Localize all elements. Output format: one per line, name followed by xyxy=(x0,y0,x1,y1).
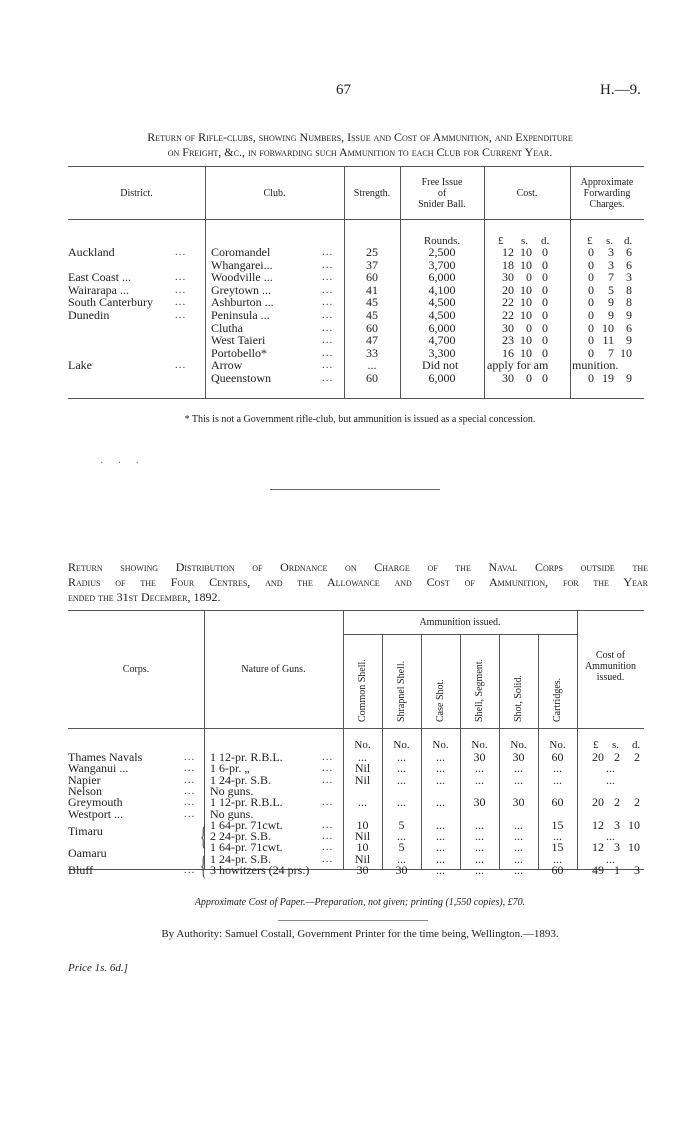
ordnance-row-ammo-value: ... xyxy=(436,772,445,787)
ordnance-row-ammo-value: ... xyxy=(514,772,523,787)
leader-dots: ... xyxy=(175,359,187,372)
ordnance-table-header-rule xyxy=(68,728,644,729)
ordnance-row-guns: 1 64-pr. 71cwt. xyxy=(210,817,283,832)
rifle-row-cost-shillings: 10 xyxy=(520,308,532,322)
rifle-unit-shillings: s. xyxy=(521,235,529,247)
section-separator-rule xyxy=(270,489,440,490)
ordnance-unit-pence: d. xyxy=(632,739,641,751)
leader-dots: ... xyxy=(175,309,187,321)
rifle-header-strength: Strength. xyxy=(353,188,391,199)
decorative-dots: · · · xyxy=(100,458,145,469)
ordnance-row-ammo-value: 60 xyxy=(551,795,564,810)
rifle-row-club: Peninsula ... xyxy=(211,308,270,322)
ordnance-row-ammo-value: 30 xyxy=(512,795,525,810)
ordnance-row-cost-pounds: 20 xyxy=(592,750,604,764)
rifle-row-rounds: Did not xyxy=(422,358,459,373)
rifle-row-fwd-pence: 8 xyxy=(626,282,632,297)
rifle-row-strength: 47 xyxy=(366,333,378,348)
rifle-row-cost-pence: 0 xyxy=(542,333,548,348)
ordnance-row-ammo-value: ... xyxy=(436,761,445,776)
rifle-row-cost-shillings: 10 xyxy=(520,257,532,272)
ordnance-header-guns: Nature of Guns. xyxy=(241,664,306,675)
rifle-unit-fwd-pounds: £ xyxy=(587,235,593,247)
ordnance-table-title-line-1: Return showing Distribution of Ordnance on Charge of the Naval Corps outside the xyxy=(68,560,648,574)
ordnance-row-ammo-value: ... xyxy=(514,863,523,877)
ordnance-row-ammo-value: ... xyxy=(397,829,406,844)
leader-dots: ... xyxy=(184,784,196,797)
ordnance-row-ammo-value: 15 xyxy=(551,817,564,832)
ammo-column-header: Shrapnel Shell. xyxy=(396,660,407,722)
rifle-row-cost-pence: 0 xyxy=(542,371,548,385)
rifle-row-club: West Taieri xyxy=(211,333,266,348)
leader-dots: ... xyxy=(322,258,334,271)
rifle-row-cost-shillings: 10 xyxy=(520,245,532,259)
ammo-column-header: Case Shot. xyxy=(435,679,446,722)
rifle-row-club: Clutha xyxy=(211,320,243,335)
ammo-column-header: Common Shell. xyxy=(357,659,368,722)
leader-dots: ... xyxy=(322,296,334,309)
rifle-row-fwd-pounds: 0 xyxy=(588,270,594,285)
ordnance-row-ammo-value: ... xyxy=(436,795,445,810)
leader-dots: ... xyxy=(322,818,334,831)
rifle-row-fwd-pence: 9 xyxy=(626,333,632,348)
rifle-row-cost-pounds: 30 xyxy=(502,270,514,285)
rifle-row-cost-pence: 0 xyxy=(542,270,548,285)
ordnance-row-cost-pence: 2 xyxy=(634,795,640,810)
rifle-row-cost-pounds: 30 xyxy=(502,320,514,335)
ordnance-row-cost-pence: 10 xyxy=(628,840,640,855)
ordnance-row-guns: 1 24-pr. S.B. xyxy=(210,851,272,866)
rifle-row-rounds: 4,500 xyxy=(428,295,456,310)
rifle-row-district: Wairarapa ... xyxy=(68,282,129,297)
ordnance-header-cost: Cost of Ammunition issued. xyxy=(584,650,637,683)
rifle-row-cost-pounds: 22 xyxy=(502,308,514,322)
rifle-row-fwd-shillings: 5 xyxy=(608,282,614,297)
ordnance-row-cost: ... xyxy=(606,851,615,866)
rifle-row-club: Ashburton ... xyxy=(211,295,274,310)
ordnance-row-corps: Westport ... xyxy=(68,806,124,821)
leader-dots: ... xyxy=(322,271,334,284)
rifle-row-fwd-pence: 9 xyxy=(626,308,632,322)
leader-dots: ... xyxy=(322,841,334,854)
ordnance-row-ammo-value: ... xyxy=(436,817,445,832)
ordnance-header-ammunition: Ammunition issued. xyxy=(419,617,501,628)
document-reference: H.—9. xyxy=(600,82,641,98)
ammo-column-header: Shot, Solid. xyxy=(513,675,524,722)
rifle-row-strength: 45 xyxy=(366,308,378,322)
ordnance-row-ammo-value: ... xyxy=(436,750,445,764)
ordnance-row-cost-shillings: 3 xyxy=(614,840,620,855)
ordnance-row-ammo-value: 10 xyxy=(356,817,369,832)
rifle-row-strength: 25 xyxy=(366,245,378,259)
rifle-row-club: Greytown ... xyxy=(211,282,271,297)
ordnance-row-guns: 2 24-pr. S.B. xyxy=(210,829,272,844)
rifle-row-district: South Canterbury xyxy=(68,295,153,310)
rifle-unit-rounds: Rounds. xyxy=(423,235,461,247)
leader-dots: ... xyxy=(322,346,334,359)
rifle-row-strength: 60 xyxy=(366,320,378,335)
ordnance-row-ammo-value: ... xyxy=(475,863,484,877)
leader-dots: ... xyxy=(322,762,334,775)
rifle-row-cost-pounds: 18 xyxy=(502,257,514,272)
ordnance-row-ammo-value: 30 xyxy=(512,750,525,764)
ordnance-row-ammo-value: ... xyxy=(553,761,562,776)
leader-dots: ... xyxy=(184,751,196,763)
rifle-table-title-line-2: on Freight, &c., in forwarding such Ammunition to each Club for Current Year. xyxy=(167,145,553,159)
rifle-row-cost-pence: 0 xyxy=(542,308,548,322)
ordnance-row-ammo-value: ... xyxy=(475,772,484,787)
rifle-col-divider xyxy=(205,166,206,398)
ordnance-table-title-line-2: Radius of the Four Centres, and the Allowance and Cost of Ammunition, for the Year xyxy=(68,575,648,589)
rifle-row-fwd-shillings: 11 xyxy=(602,333,614,348)
ordnance-row-guns: 3 howitzers (24 prs.) xyxy=(210,863,310,877)
ordnance-row-ammo-value: Nil xyxy=(354,772,371,787)
rifle-row-club: Woodville ... xyxy=(211,270,273,285)
leader-dots: ... xyxy=(322,773,334,786)
rifle-row-rounds: 6,000 xyxy=(428,320,456,335)
rifle-row-fwd-pounds: 0 xyxy=(588,257,594,272)
leader-dots: ... xyxy=(184,796,196,809)
rifle-row-cost-shillings: 10 xyxy=(520,282,532,297)
ammo-unit-no: No. xyxy=(432,739,449,751)
rifle-row-rounds: 3,300 xyxy=(428,345,456,360)
rifle-row-fwd-shillings: 9 xyxy=(608,308,614,322)
ordnance-row-ammo-value: 5 xyxy=(398,840,405,855)
rifle-table-title-line-1: Return of Rifle-clubs, showing Numbers, Issue and Cost of Ammunition, and Expenditure xyxy=(147,130,573,144)
ordnance-row-ammo-value: ... xyxy=(475,829,484,844)
ammo-column-header: Cartridges. xyxy=(552,677,563,722)
rifle-row-fwd-note: munition. xyxy=(572,358,619,373)
ordnance-row-cost-shillings: 2 xyxy=(614,750,620,764)
ordnance-row-cost: ... xyxy=(606,772,615,787)
leader-dots: ... xyxy=(175,246,187,258)
rifle-row-fwd-shillings: 7 xyxy=(608,345,614,360)
ordnance-row-ammo-value: 5 xyxy=(398,817,405,832)
oamaru-brace: { xyxy=(200,851,207,880)
rifle-row-rounds: 3,700 xyxy=(428,257,456,272)
ordnance-row-ammo-value: ... xyxy=(514,817,523,832)
ordnance-row-ammo-value: ... xyxy=(436,851,445,866)
rifle-row-fwd-pence: 8 xyxy=(626,295,632,310)
price-label: Price 1s. 6d.] xyxy=(68,962,128,974)
leader-dots: ... xyxy=(184,864,196,876)
rifle-row-fwd-shillings: 3 xyxy=(608,245,614,259)
paper-cost-note: Approximate Cost of Paper.—Preparation, not given; printing (1,550 copies), £70. xyxy=(194,897,526,908)
ordnance-row-guns: 1 6-pr. „ xyxy=(210,761,250,776)
ordnance-row-cost-pounds: 20 xyxy=(592,795,604,810)
ordnance-row-ammo-value: ... xyxy=(475,851,484,866)
rifle-row-fwd-pounds: 0 xyxy=(588,320,594,335)
rifle-row-rounds: 2,500 xyxy=(428,245,456,259)
ordnance-row-ammo-value: ... xyxy=(397,772,406,787)
ordnance-row-cost-pence: 10 xyxy=(628,817,640,832)
ordnance-row-ammo-value: ... xyxy=(358,795,367,810)
ordnance-row-ammo-value: ... xyxy=(475,817,484,832)
ordnance-row-ammo-value: ... xyxy=(553,851,562,866)
rifle-table-header-rule xyxy=(68,219,644,220)
rifle-row-cost-pounds: 20 xyxy=(502,282,514,297)
rifle-col-divider xyxy=(484,166,485,398)
rifle-row-fwd-pounds: 0 xyxy=(588,308,594,322)
rifle-row-strength: 60 xyxy=(366,371,378,385)
rifle-header-free-issue: Free Issue of Snider Ball. xyxy=(418,177,466,210)
ordnance-row-ammo-value: ... xyxy=(475,761,484,776)
rifle-row-fwd-shillings: 19 xyxy=(602,371,614,385)
ordnance-row-guns: 1 64-pr. 71cwt. xyxy=(210,840,283,855)
ordnance-row-cost: ... xyxy=(606,761,615,776)
ordnance-row-ammo-value: ... xyxy=(514,851,523,866)
ordnance-table-top-rule xyxy=(68,610,644,611)
ammo-column-header: Shell, Segment. xyxy=(474,658,485,722)
rifle-row-cost-note: apply for am xyxy=(487,358,549,373)
ordnance-row-ammo-value: 30 xyxy=(473,795,486,810)
ordnance-row-guns: No guns. xyxy=(210,806,254,821)
rifle-row-fwd-pounds: 0 xyxy=(588,245,594,259)
rifle-row-cost-pence: 0 xyxy=(542,257,548,272)
leader-dots: ... xyxy=(184,807,196,820)
ordnance-row-ammo-value: ... xyxy=(514,829,523,844)
ordnance-row-ammo-value: 10 xyxy=(356,840,369,855)
rifle-row-cost-shillings: 0 xyxy=(526,270,532,285)
ordnance-row-guns: 1 24-pr. S.B. xyxy=(210,772,272,787)
rifle-row-fwd-pounds: 0 xyxy=(588,371,594,385)
ordnance-table-title-line-3: ended the 31st December, 1892. xyxy=(68,590,221,604)
rifle-row-fwd-pounds: 0 xyxy=(588,333,594,348)
rifle-row-cost-pounds: 16 xyxy=(502,345,514,360)
ordnance-row-ammo-value: 60 xyxy=(551,750,564,764)
leader-dots: ... xyxy=(184,762,196,775)
rifle-row-club: Queenstown xyxy=(211,371,271,385)
leader-dots: ... xyxy=(322,359,334,372)
rifle-row-fwd-pence: 6 xyxy=(626,257,632,272)
rifle-header-cost: Cost. xyxy=(516,188,538,199)
rifle-row-rounds: 4,500 xyxy=(428,308,456,322)
ordnance-row-cost-pounds: 12 xyxy=(592,840,604,855)
leader-dots: ... xyxy=(322,283,334,296)
ordnance-row-corps: Thames Navals xyxy=(68,750,143,764)
leader-dots: ... xyxy=(184,773,196,786)
ordnance-row-ammo-value: ... xyxy=(397,761,406,776)
ordnance-row-ammo-value: ... xyxy=(397,795,406,810)
leader-dots: ... xyxy=(322,372,334,384)
ordnance-unit-shillings: s. xyxy=(612,739,620,751)
ordnance-row-corps: Bluff xyxy=(68,863,94,877)
rifle-row-strength: 45 xyxy=(366,295,378,310)
ammo-unit-no: No. xyxy=(549,739,566,751)
ordnance-row-corps: Timaru xyxy=(68,823,103,838)
ordnance-row-guns: 1 12-pr. R.B.L. xyxy=(210,795,283,810)
rifle-row-fwd-shillings: 3 xyxy=(608,257,614,272)
rifle-row-fwd-pence: 3 xyxy=(626,270,632,285)
rifle-header-club: Club. xyxy=(263,188,286,199)
rifle-row-strength: 60 xyxy=(366,270,378,285)
ordnance-row-guns: No guns. xyxy=(210,783,254,798)
rifle-row-club: Coromandel xyxy=(211,245,271,259)
rifle-row-fwd-pence: 6 xyxy=(626,245,632,259)
leader-dots: ... xyxy=(322,796,334,809)
ordnance-row-corps: Nelson xyxy=(68,783,102,798)
rifle-row-fwd-pounds: 0 xyxy=(588,282,594,297)
rifle-row-club: Arrow xyxy=(211,358,243,373)
rifle-row-strength: ... xyxy=(367,358,377,373)
rifle-row-cost-shillings: 0 xyxy=(526,371,532,385)
rifle-row-strength: 41 xyxy=(366,282,378,297)
rifle-table-bottom-rule xyxy=(68,398,644,399)
ammo-unit-no: No. xyxy=(354,739,371,751)
rifle-unit-fwd-shillings: s. xyxy=(606,235,614,247)
ammo-unit-no: No. xyxy=(471,739,488,751)
rifle-row-cost-pounds: 23 xyxy=(502,333,514,348)
leader-dots: ... xyxy=(175,296,187,309)
rifle-header-forwarding: Approximate Forwarding Charges. xyxy=(580,177,634,210)
rifle-row-cost-pounds: 22 xyxy=(502,295,514,310)
ordnance-row-ammo-value: 15 xyxy=(551,840,564,855)
ordnance-row-ammo-value: ... xyxy=(475,840,484,855)
leader-dots: ... xyxy=(322,321,334,334)
rifle-row-rounds: 6,000 xyxy=(428,270,456,285)
ordnance-row-ammo-value: ... xyxy=(436,863,445,877)
ordnance-row-ammo-value: ... xyxy=(397,851,406,866)
leader-dots: ... xyxy=(322,830,334,843)
ordnance-header-corps: Corps. xyxy=(122,664,150,675)
rifle-row-strength: 33 xyxy=(366,345,378,360)
ordnance-row-ammo-value: ... xyxy=(514,840,523,855)
rifle-row-rounds: 6,000 xyxy=(428,371,456,385)
ordnance-row-cost-shillings: 1 xyxy=(614,863,620,877)
ordnance-row-corps: Napier xyxy=(68,772,101,787)
ordnance-row-cost-pence: 3 xyxy=(634,863,640,877)
leader-dots: ... xyxy=(322,309,334,321)
ordnance-row-cost-shillings: 2 xyxy=(614,795,620,810)
rifle-row-fwd-shillings: 9 xyxy=(608,295,614,310)
rifle-row-fwd-pence: 9 xyxy=(626,371,632,385)
rifle-row-district: East Coast ... xyxy=(68,270,131,285)
ordnance-row-cost-pence: 2 xyxy=(634,750,640,764)
rifle-row-cost-pounds: 12 xyxy=(502,245,514,259)
ordnance-row-ammo-value: ... xyxy=(436,840,445,855)
ordnance-row-ammo-value: ... xyxy=(514,761,523,776)
rifle-header-district: District. xyxy=(120,188,153,199)
leader-dots: ... xyxy=(322,334,334,347)
rifle-row-cost-pence: 0 xyxy=(542,295,548,310)
rifle-row-club: Whangarei... xyxy=(211,257,273,272)
rifle-row-fwd-pounds: 0 xyxy=(588,295,594,310)
leader-dots: ... xyxy=(322,751,334,763)
leader-dots: ... xyxy=(175,283,187,296)
ordnance-row-corps: Oamaru xyxy=(68,846,107,860)
rifle-row-cost-pence: 0 xyxy=(542,345,548,360)
rifle-unit-pounds: £ xyxy=(498,235,504,247)
ammo-unit-no: No. xyxy=(393,739,410,751)
page-number: 67 xyxy=(336,82,351,98)
ordnance-row-ammo-value: ... xyxy=(358,750,367,764)
ordnance-row-corps: Wanganui ... xyxy=(68,761,129,776)
rifle-row-cost-shillings: 10 xyxy=(520,295,532,310)
rifle-row-rounds: 4,100 xyxy=(428,282,456,297)
ordnance-row-ammo-value: ... xyxy=(553,772,562,787)
ordnance-row-ammo-value: Nil xyxy=(354,851,371,866)
ordnance-row-ammo-value: 30 xyxy=(356,863,369,877)
rifle-row-district: Dunedin xyxy=(68,308,110,322)
ordnance-row-ammo-value: Nil xyxy=(354,829,371,844)
rifle-row-club: Portobello* xyxy=(211,345,267,360)
ordnance-row-corps: Greymouth xyxy=(68,795,123,810)
rifle-row-fwd-shillings: 7 xyxy=(608,270,614,285)
rifle-row-cost-shillings: 0 xyxy=(526,320,532,335)
ordnance-row-guns: 1 12-pr. R.B.L. xyxy=(210,750,283,764)
ordnance-row-ammo-value: Nil xyxy=(354,761,371,776)
ordnance-row-cost-pounds: 49 xyxy=(592,863,604,877)
timaru-brace: { xyxy=(200,822,207,851)
ammo-unit-no: No. xyxy=(510,739,527,751)
ordnance-row-ammo-value: ... xyxy=(553,829,562,844)
rifle-unit-pence: d. xyxy=(541,235,550,247)
ordnance-unit-pounds: £ xyxy=(593,739,599,751)
ordnance-row-cost-pounds: 12 xyxy=(592,817,604,832)
ordnance-row-ammo-value: ... xyxy=(397,750,406,764)
rifle-table-top-rule xyxy=(68,166,644,167)
rifle-row-cost-pounds: 30 xyxy=(502,371,514,385)
rifle-row-fwd-pence: 10 xyxy=(620,345,632,360)
rifle-footnote: * This is not a Government rifle-club, but ammunition is issued as a special concession. xyxy=(184,414,536,425)
rifle-row-rounds: 4,700 xyxy=(428,333,456,348)
leader-dots: ... xyxy=(322,852,334,865)
rifle-row-strength: 37 xyxy=(366,257,378,272)
rifle-row-fwd-pounds: 0 xyxy=(588,345,594,360)
rifle-row-cost-pence: 0 xyxy=(542,282,548,297)
rifle-row-fwd-shillings: 10 xyxy=(602,320,614,335)
rifle-row-fwd-pence: 6 xyxy=(626,320,632,335)
ordnance-row-ammo-value: 60 xyxy=(551,863,564,877)
leader-dots: ... xyxy=(322,246,334,258)
footer-rule xyxy=(278,920,428,921)
leader-dots: ... xyxy=(175,271,187,284)
printer-authority: By Authority: Samuel Costall, Government Printer for the time being, Wellington.—1893. xyxy=(161,928,559,940)
rifle-row-cost-pence: 0 xyxy=(542,320,548,335)
ordnance-row-cost-shillings: 3 xyxy=(614,817,620,832)
ordnance-row-ammo-value: 30 xyxy=(473,750,486,764)
rifle-row-cost-shillings: 10 xyxy=(520,333,532,348)
ordnance-row-cost: ... xyxy=(606,829,615,844)
ordnance-row-ammo-value: 30 xyxy=(395,863,408,877)
rifle-row-district: Lake xyxy=(68,358,92,373)
rifle-unit-fwd-pence: d. xyxy=(624,235,633,247)
ordnance-row-ammo-value: ... xyxy=(436,829,445,844)
rifle-row-cost-shillings: 10 xyxy=(520,345,532,360)
rifle-row-cost-pence: 0 xyxy=(542,245,548,259)
rifle-row-district: Auckland xyxy=(68,245,115,259)
